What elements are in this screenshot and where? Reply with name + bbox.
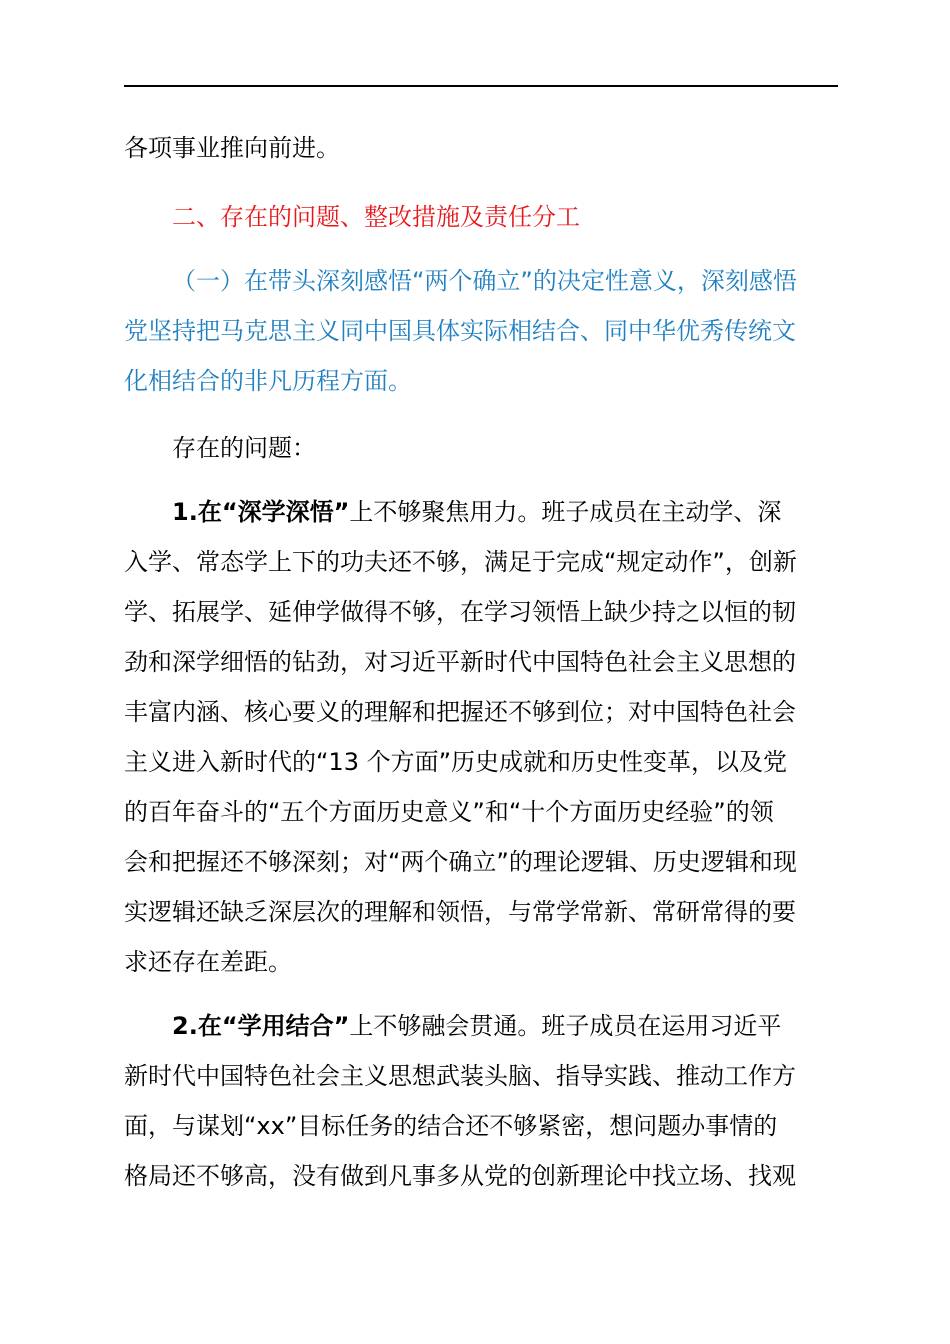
subsection-heading-line: 党坚持把马克思主义同中国具体实际相结合、同中华优秀传统文 [124, 317, 796, 345]
item-1-first-line [172, 497, 838, 527]
item-2-lead: 2.在“学用结合” [172, 1012, 350, 1040]
section-heading: 二、存在的问题、整改措施及责任分工 [172, 203, 580, 231]
paragraph-line: 入学、常态学上下的功夫还不够，满足于完成“规定动作”，创新 [124, 548, 797, 576]
paragraph-line: 格局还不够高，没有做到凡事多从党的创新理论中找立场、找观 [124, 1162, 796, 1190]
item-1-text: 上不够聚焦用力。班子成员在主动学、深 [349, 498, 782, 526]
subsection-heading-line: 化相结合的非凡历程方面。 [124, 367, 412, 395]
paragraph-line: 实逻辑还缺乏深层次的理解和领悟，与常学常新、常研常得的要 [124, 898, 796, 926]
item-1-lead: 1.在“深学深悟” [172, 498, 350, 526]
paragraph-line: 新时代中国特色社会主义思想武装头脑、指导实践、推动工作方 [124, 1062, 796, 1090]
item-2-first-line [172, 1011, 838, 1041]
paragraph-line: 丰富内涵、核心要义的理解和把握还不够到位；对中国特色社会 [124, 698, 796, 726]
item-2-text: 上不够融会贯通。班子成员在运用习近平 [349, 1012, 782, 1040]
problems-label: 存在的问题： [172, 434, 316, 462]
paragraph-line: 的百年奋斗的“五个方面历史意义”和“十个方面历史经验”的领 [124, 798, 774, 826]
paragraph-line: 学、拓展学、延伸学做得不够，在学习领悟上缺少持之以恒的韧 [124, 598, 796, 626]
paragraph-line: 各项事业推向前进。 [124, 134, 340, 162]
subsection-heading-line: （一）在带头深刻感悟“两个确立”的决定性意义，深刻感悟 [172, 267, 797, 295]
paragraph-line: 求还存在差距。 [124, 948, 292, 976]
paragraph-line: 会和把握还不够深刻；对“两个确立”的理论逻辑、历史逻辑和现 [124, 848, 797, 876]
header-rule [124, 85, 838, 87]
paragraph-line: 主义进入新时代的“13 个方面”历史成就和历史性变革，以及党 [124, 748, 788, 776]
paragraph-line: 劲和深学细悟的钻劲，对习近平新时代中国特色社会主义思想的 [124, 648, 796, 676]
paragraph-line: 面，与谋划“xx”目标任务的结合还不够紧密，想问题办事情的 [124, 1112, 778, 1140]
